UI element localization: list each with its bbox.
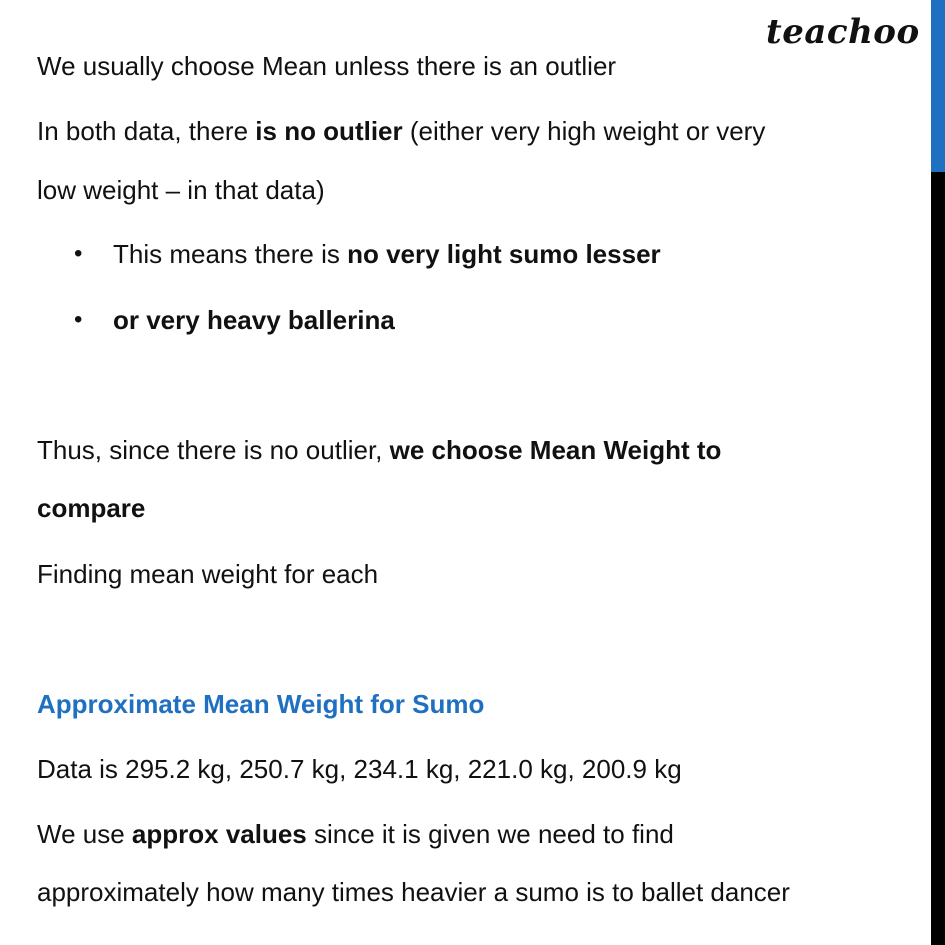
text-span: Thus, since there is no outlier, (37, 435, 390, 465)
bold-compare: compare (37, 493, 146, 523)
text-line-approx-values (37, 818, 674, 850)
text-span: (either very high weight or very (402, 116, 766, 146)
bullet-dot: • (74, 306, 83, 333)
text-line-choose-mean (37, 434, 721, 466)
text-span: since it is given we need to find (306, 819, 674, 849)
text-span: This means there is (113, 239, 348, 269)
text-line-compare (37, 492, 145, 524)
text-line-data: Data is 295.2 kg, 250.7 kg, 234.1 kg, 221.0 kg, 200.9 kg (37, 754, 682, 784)
text-line-finding-mean: Finding mean weight for each (37, 559, 379, 589)
bold-approx-values: approx values (131, 819, 307, 849)
text-line-low-weight: low weight – in that data) (37, 175, 325, 205)
text-span: In both data, there (37, 116, 256, 146)
bullet-item-light-sumo (113, 238, 661, 270)
bold-choose-mean: we choose Mean Weight to (389, 435, 722, 465)
bullet-item-heavy-ballerina (113, 304, 395, 336)
bold-light-sumo: no very light sumo lesser (347, 239, 661, 269)
teachoo-logo: teachoo (766, 12, 920, 52)
bullet-dot: • (74, 240, 83, 267)
text-line-heavier: approximately how many times heavier a sumo is to ballet dancer (37, 877, 790, 907)
text-span: We use (37, 819, 132, 849)
sidebar-accent-bar (931, 0, 945, 172)
bold-heavy-ballerina: or very heavy ballerina (113, 305, 395, 335)
section-heading-sumo: Approximate Mean Weight for Sumo (37, 689, 485, 719)
bold-no-outlier: is no outlier (255, 116, 403, 146)
text-line-mean-unless-outlier: We usually choose Mean unless there is an outlier (37, 51, 617, 81)
text-line-no-outlier (37, 115, 765, 147)
